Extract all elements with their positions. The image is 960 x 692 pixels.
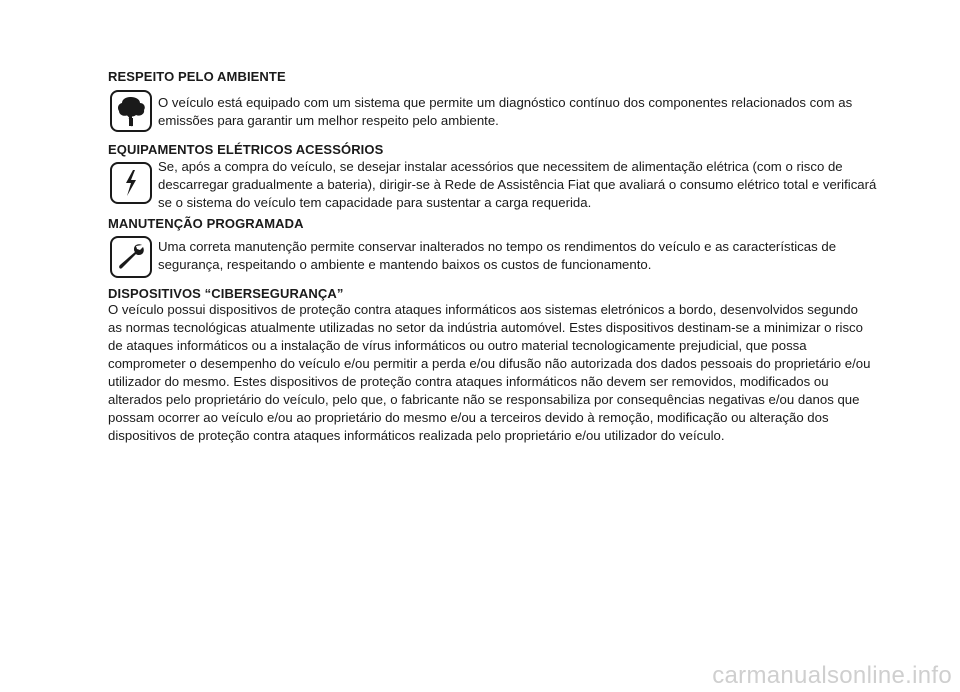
section-text-cybersecurity: O veículo possui dispositivos de proteção contra ataques informáticos aos sistemas eletrónicos a bordo, desenvolvidos segundo as normas tecnológicas atualmente utilizadas no setor da indústria automóvel. Estes dispositivos destinam-se a minimizar o risco de ataques informáticos ou a instalação de vírus informáticos ou outro material tecnologicamente prejudicial, que possa comprometer o desempenho do veículo e/ou permitir a perda e/ou difusão não autorizada dos dados pessoais do proprietário e/ou utilizador do mesmo. Estes dispositivos de proteção contra ataques informáticos não devem ser removidos, modificados ou alterados pelo proprietário do veículo, pelo que, o fabricante não se responsabiliza por consequências negativas e/ou danos que possam ocorrer ao veículo e/ou ao proprietário do mesmo e/ou a terceiros devido à remoção, modificação ou alteração dos dispositivos de proteção contra ataques informáticos realizada pelo proprietário e/ou utilizador do veículo.	[108, 302, 871, 443]
section-title-maintenance: MANUTENÇÃO PROGRAMADA	[108, 216, 304, 231]
section-text-maintenance: Uma correta manutenção permite conservar inalterados no tempo os rendimentos do veículo e as características de segurança, respeitando o ambiente e mantendo baixos os custos de funcionamento.	[158, 239, 837, 272]
section-text-electrical: Se, após a compra do veículo, se desejar instalar acessórios que necessitem de alimentação elétrica (com o risco de descarregar gradualmente a bateria), dirigir-se à Rede de Assistência Fiat que avaliará o consumo elétrico total e verificará se o sistema do veículo tem capacidade para sustentar a carga requerida.	[158, 159, 877, 210]
section-text-environment: O veículo está equipado com um sistema que permite um diagnóstico contínuo dos componentes relacionados com as emissões para garantir um melhor respeito pelo ambiente.	[158, 95, 853, 128]
watermark: carmanualsonline.info	[712, 662, 952, 689]
section-title-environment: RESPEITO PELO AMBIENTE	[108, 69, 286, 84]
tree-icon	[110, 90, 152, 132]
lightning-icon	[110, 162, 152, 204]
wrench-icon	[110, 236, 152, 278]
section-title-electrical: EQUIPAMENTOS ELÉTRICOS ACESSÓRIOS	[108, 142, 384, 157]
section-title-cybersecurity: DISPOSITIVOS “CIBERSEGURANÇA”	[108, 286, 344, 301]
